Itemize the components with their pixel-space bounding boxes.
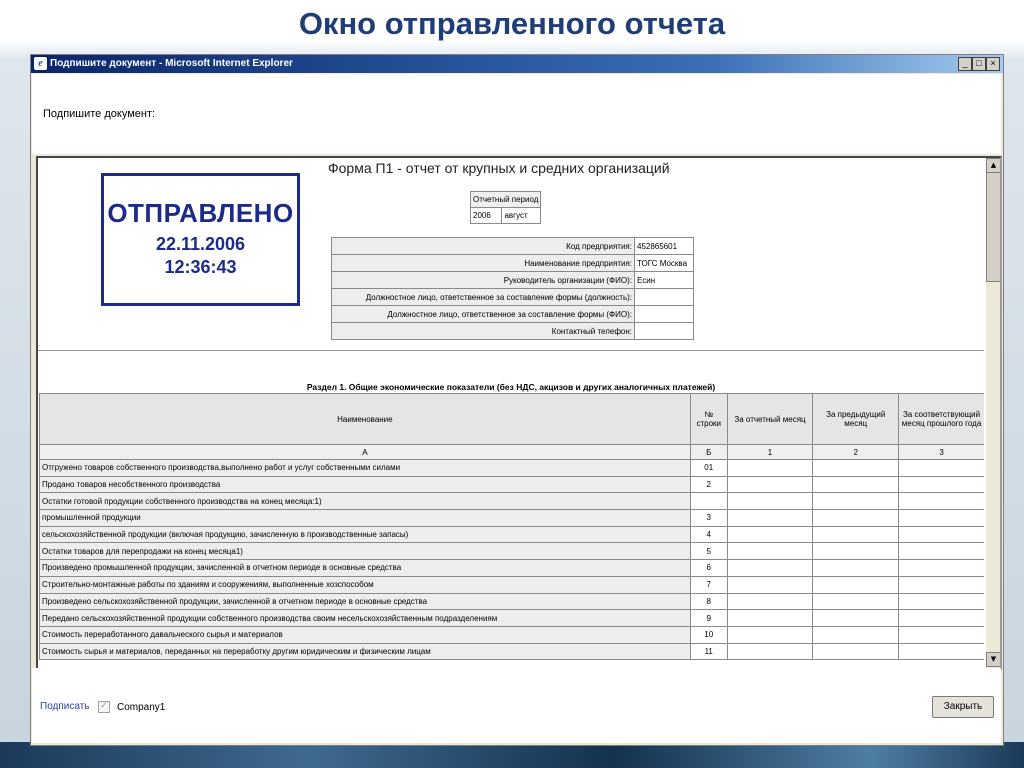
cell-input[interactable] xyxy=(727,593,813,610)
info-value: Есин xyxy=(635,272,694,289)
info-label: Наименование предприятия: xyxy=(332,255,635,272)
info-value xyxy=(635,289,694,306)
row-name: Продано товаров несобственного производства xyxy=(40,476,691,493)
letter-3: 3 xyxy=(899,445,984,460)
row-name: Стоимость сырья и материалов, переданных на переработку другим юридическим и физическим лицам xyxy=(40,643,691,660)
cell-input[interactable] xyxy=(813,460,899,477)
table-row xyxy=(40,560,985,577)
period-month: август xyxy=(502,208,541,224)
row-num xyxy=(690,493,727,510)
cell-input[interactable] xyxy=(813,510,899,527)
vertical-scrollbar[interactable] xyxy=(986,158,1000,668)
document-content xyxy=(38,158,984,668)
sign-checkbox[interactable]: ✓ xyxy=(98,701,110,713)
cell-input[interactable] xyxy=(813,643,899,660)
table-row xyxy=(40,510,985,527)
info-label: Должностное лицо, ответственное за составление формы (ФИО): xyxy=(332,306,635,323)
form-title: Форма П1 - отчет от крупных и средних организаций xyxy=(328,160,670,176)
cell-input[interactable] xyxy=(727,626,813,643)
info-label: Должностное лицо, ответственное за составление формы (должность): xyxy=(332,289,635,306)
cell-input[interactable] xyxy=(813,626,899,643)
prompt-label: Подпишите документ: xyxy=(43,108,156,120)
info-value xyxy=(635,323,694,340)
letter-a: А xyxy=(40,445,691,460)
row-name: сельскохозяйственной продукции (включая продукцию, зачисленную в производственные запасы) xyxy=(40,526,691,543)
sign-link[interactable]: Подписать xyxy=(40,701,90,712)
table-row xyxy=(40,493,985,510)
company-label: Company1 xyxy=(117,702,166,713)
cell-input[interactable] xyxy=(813,576,899,593)
letter-1: 1 xyxy=(727,445,813,460)
row-num: 8 xyxy=(690,593,727,610)
table-row xyxy=(40,626,985,643)
cell-input[interactable] xyxy=(899,643,984,660)
row-num: 11 xyxy=(690,643,727,660)
row-name: промышленной продукции xyxy=(40,510,691,527)
info-value xyxy=(635,306,694,323)
row-name: Стоимость переработанного давальческого сырья и материалов xyxy=(40,626,691,643)
cell-input[interactable] xyxy=(899,510,984,527)
section-title: Раздел 1. Общие экономические показатели (без НДС, акцизов и других аналогичных платежей) xyxy=(306,382,716,392)
cell-input[interactable] xyxy=(727,493,813,510)
info-label: Код предприятия: xyxy=(332,238,635,255)
indicators-table xyxy=(39,393,984,660)
row-num: 4 xyxy=(690,526,727,543)
cell-input[interactable] xyxy=(727,576,813,593)
row-name: Произведено промышленной продукции, зачисленной в отчетном периоде в основные средства xyxy=(40,560,691,577)
ie-window xyxy=(30,54,1004,746)
maximize-button[interactable]: □ xyxy=(972,57,986,71)
cell-input[interactable] xyxy=(813,476,899,493)
cell-input[interactable] xyxy=(899,476,984,493)
cell-input[interactable] xyxy=(727,643,813,660)
organization-info-table xyxy=(331,237,694,340)
bottom-bar xyxy=(32,668,1001,743)
window-titlebar[interactable] xyxy=(31,55,1003,73)
row-num: 3 xyxy=(690,510,727,527)
sent-stamp xyxy=(101,173,300,306)
document-frame xyxy=(36,156,1002,670)
close-button[interactable]: Закрыть xyxy=(932,696,994,718)
info-row xyxy=(332,272,694,289)
period-header: Отчетный период xyxy=(471,192,541,208)
cell-input[interactable] xyxy=(899,593,984,610)
cell-input[interactable] xyxy=(727,510,813,527)
close-window-button[interactable]: × xyxy=(986,57,1000,71)
info-value: 452865601 xyxy=(635,238,694,255)
row-name: Остатки готовой продукции собственного производства на конец месяца:1) xyxy=(40,493,691,510)
cell-input[interactable] xyxy=(899,560,984,577)
info-label: Руководитель организации (ФИО): xyxy=(332,272,635,289)
info-row xyxy=(332,323,694,340)
cell-input[interactable] xyxy=(813,593,899,610)
stamp-date: 22.11.2006 xyxy=(155,234,246,254)
ie-icon: e xyxy=(34,57,47,70)
cell-input[interactable] xyxy=(727,460,813,477)
period-table xyxy=(470,191,541,224)
header-previous-month: За предыдущий месяц xyxy=(813,394,899,445)
cell-input[interactable] xyxy=(727,526,813,543)
row-name: Произведено сельскохозяйственной продукции, зачисленной в отчетном периоде в основные средства xyxy=(40,593,691,610)
cell-input[interactable] xyxy=(813,543,899,560)
row-num: 6 xyxy=(690,560,727,577)
header-current-month: За отчетный месяц xyxy=(727,394,813,445)
header-last-year-month: За соответствующий месяц прошлого года xyxy=(899,394,984,445)
window-title: Подпишите документ - Microsoft Internet Explorer xyxy=(50,58,293,69)
cell-input[interactable] xyxy=(813,526,899,543)
table-row xyxy=(40,460,985,477)
stamp-time: 12:36:43 xyxy=(164,257,237,277)
cell-input[interactable] xyxy=(813,560,899,577)
row-num: 01 xyxy=(690,460,727,477)
table-row xyxy=(40,643,985,660)
row-num: 9 xyxy=(690,610,727,627)
row-num: 5 xyxy=(690,543,727,560)
divider xyxy=(38,350,984,351)
info-label: Контактный телефон: xyxy=(332,323,635,340)
scroll-up-icon[interactable]: ▲ xyxy=(986,158,1001,173)
table-row xyxy=(40,476,985,493)
row-num: 7 xyxy=(690,576,727,593)
cell-input[interactable] xyxy=(899,610,984,627)
table-row xyxy=(40,576,985,593)
row-num: 2 xyxy=(690,476,727,493)
info-row xyxy=(332,289,694,306)
header-name: Наименование xyxy=(40,394,691,445)
cell-input[interactable] xyxy=(813,493,899,510)
row-num: 10 xyxy=(690,626,727,643)
cell-input[interactable] xyxy=(813,610,899,627)
table-row xyxy=(40,593,985,610)
scroll-down-icon[interactable]: ▼ xyxy=(986,652,1001,667)
period-year: 2006 xyxy=(471,208,502,224)
letter-2: 2 xyxy=(813,445,899,460)
row-name: Строительно-монтажные работы по зданиям и сооружениям, выполненные хозспособом xyxy=(40,576,691,593)
stamp-status: ОТПРАВЛЕНО xyxy=(107,198,294,228)
header-row-num: № строки xyxy=(690,394,727,445)
info-value: ТОГС Москва xyxy=(635,255,694,272)
table-row xyxy=(40,610,985,627)
letter-b: Б xyxy=(690,445,727,460)
cell-input[interactable] xyxy=(899,543,984,560)
scroll-thumb[interactable] xyxy=(986,172,1001,282)
cell-input[interactable] xyxy=(899,576,984,593)
cell-input[interactable] xyxy=(727,610,813,627)
info-row xyxy=(332,306,694,323)
cell-input[interactable] xyxy=(899,493,984,510)
info-row xyxy=(332,238,694,255)
slide-title: Окно отправленного отчета xyxy=(298,6,726,41)
table-row xyxy=(40,543,985,560)
row-name: Передано сельскохозяйственной продукции собственного производства своим несельскохозяйственным подразделениям xyxy=(40,610,691,627)
cell-input[interactable] xyxy=(727,560,813,577)
cell-input[interactable] xyxy=(899,626,984,643)
cell-input[interactable] xyxy=(727,476,813,493)
table-row xyxy=(40,526,985,543)
cell-input[interactable] xyxy=(899,526,984,543)
row-name: Отгружено товаров собственного производства,выполнено работ и услуг собственными силами xyxy=(40,460,691,477)
minimize-button[interactable]: _ xyxy=(958,57,972,71)
cell-input[interactable] xyxy=(899,460,984,477)
prompt-area xyxy=(32,74,1001,154)
cell-input[interactable] xyxy=(727,543,813,560)
row-name: Остатки товаров для перепродажи на конец месяца1) xyxy=(40,543,691,560)
info-row xyxy=(332,255,694,272)
